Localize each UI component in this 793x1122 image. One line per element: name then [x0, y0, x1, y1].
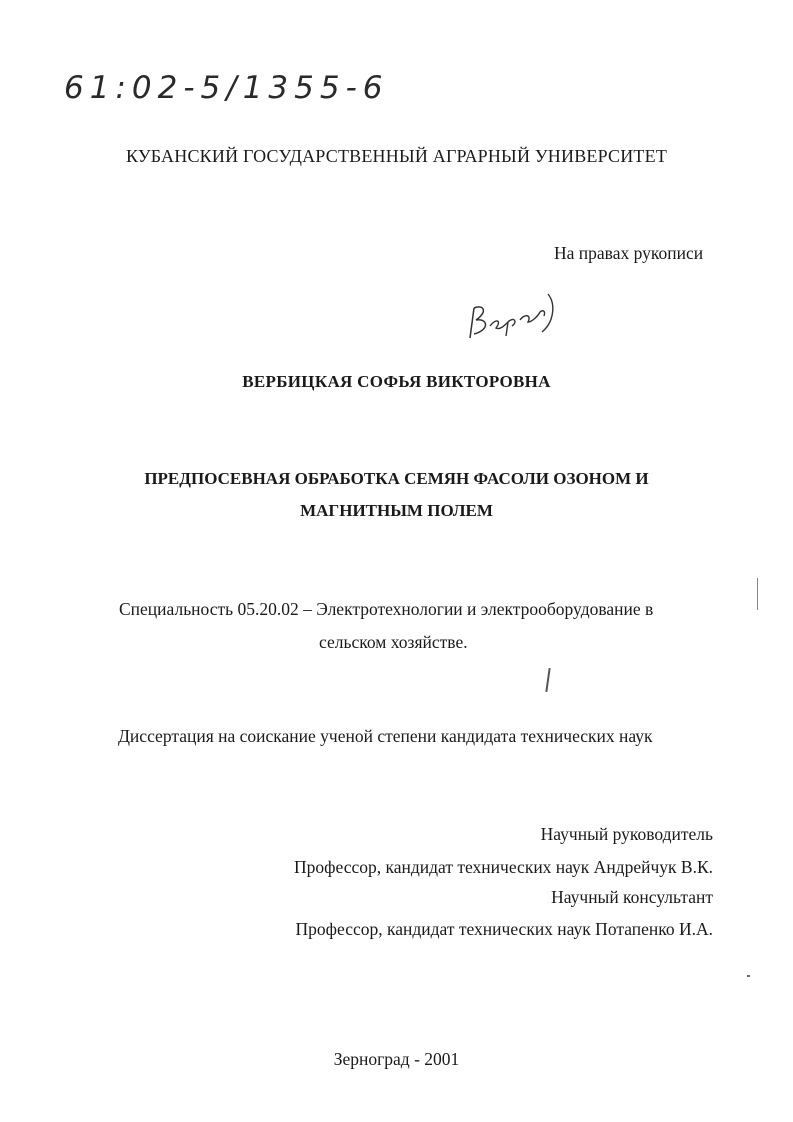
university-name: КУБАНСКИЙ ГОСУДАРСТВЕННЫЙ АГРАРНЫЙ УНИВЕРСИТЕТ: [125, 146, 668, 166]
consultant-name: Профессор, кандидат технических наук Потапенко И.А.: [295, 919, 713, 939]
author-name: ВЕРБИЦКАЯ СОФЬЯ ВИКТОРОВНА: [242, 372, 551, 391]
author-signature: [462, 286, 562, 350]
supervisor-label: Научный руководитель: [540, 824, 713, 844]
archive-code: 61:02-5/1355-6: [64, 70, 389, 106]
dissertation-title-line1: ПРЕДПОСЕВНАЯ ОБРАБОТКА СЕМЯН ФАСОЛИ ОЗОНОМ И: [144, 469, 649, 488]
signature-scribble: [462, 286, 562, 350]
dissertation-title-line2: МАГНИТНЫМ ПОЛЕМ: [300, 501, 493, 520]
scan-artifact: [757, 578, 758, 610]
manuscript-rights: На правах рукописи: [554, 243, 704, 263]
specialty-line1: Специальность 05.20.02 – Электротехнологии и электрооборудование в: [119, 599, 654, 619]
consultant-label: Научный консультант: [551, 887, 713, 907]
stray-pen-mark: [545, 668, 550, 692]
supervisor-name: Профессор, кандидат технических наук Андрейчук В.К.: [294, 857, 713, 877]
degree-statement: Диссертация на соискание ученой степени кандидата технических наук: [118, 726, 653, 746]
scan-artifact: [747, 975, 750, 977]
city-year: Зерноград - 2001: [333, 1049, 460, 1069]
specialty-line2: сельском хозяйстве.: [319, 632, 468, 652]
